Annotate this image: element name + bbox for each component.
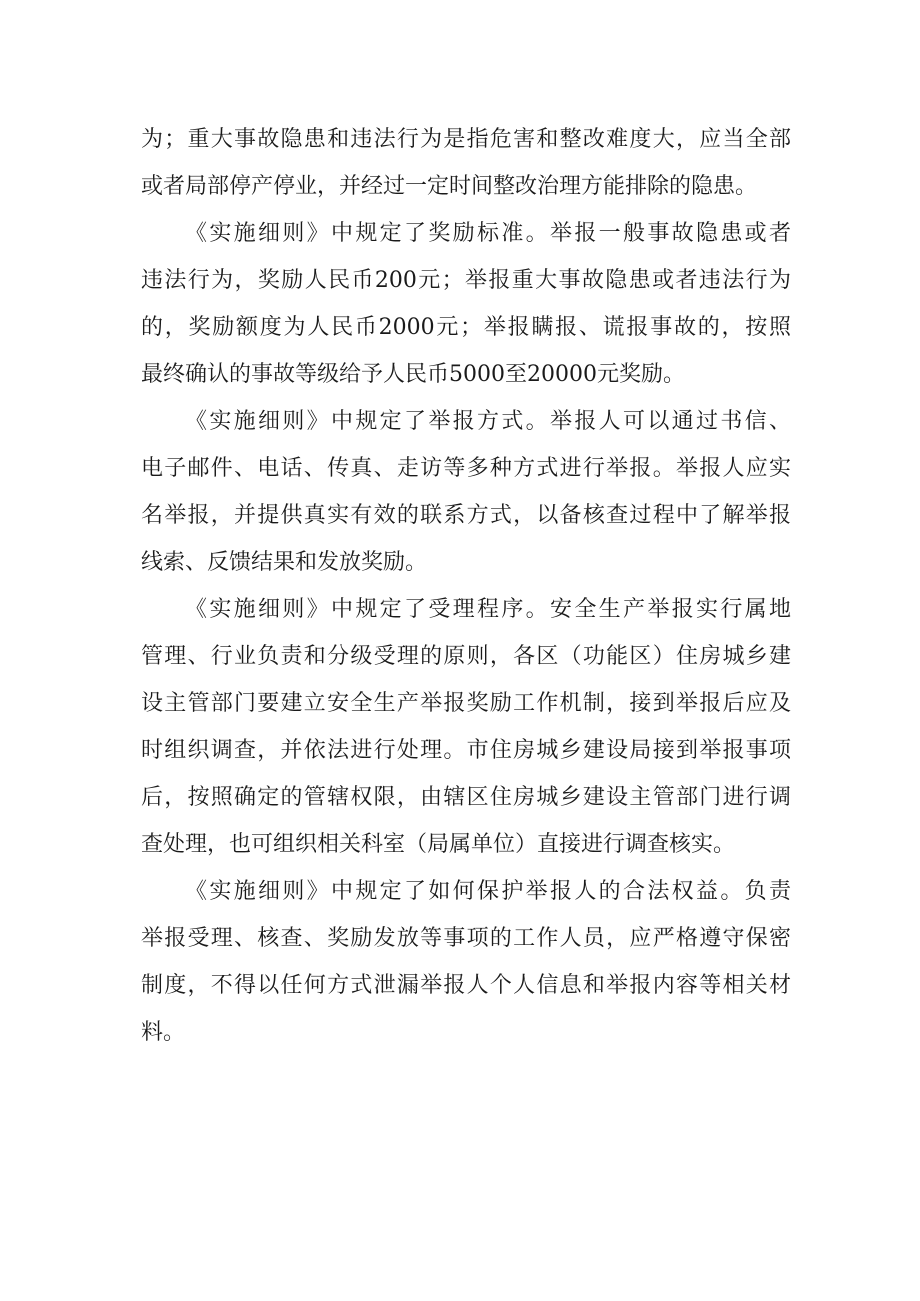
paragraph-first-line: 《实施细则》中规定了如何保护举报人的合法权益。负责: [185, 879, 791, 904]
text-line: 料。: [141, 1020, 186, 1045]
text-line: 设主管部门要建立安全生产举报奖励工作机制，接到举报后应及: [141, 691, 791, 716]
text-line: 的，奖励额度为人民币2000元；举报瞒报、谎报事故的，按照: [141, 315, 791, 340]
text-line: 举报受理、核查、奖励发放等事项的工作人员，应严格遵守保密: [141, 926, 791, 951]
text-line: 最终确认的事故等级给予人民币5000至20000元奖励。: [141, 362, 685, 387]
paragraph-first-line: 《实施细则》中规定了受理程序。安全生产举报实行属地: [185, 597, 791, 622]
text-line: 线索、反馈结果和发放奖励。: [141, 550, 428, 575]
text-line: 电子邮件、电话、传真、走访等多种方式进行举报。举报人应实: [141, 456, 791, 481]
text-line: 违法行为，奖励人民币200元；举报重大事故隐患或者违法行为: [141, 268, 791, 293]
text-line: 管理、行业负责和分级受理的原则，各区（功能区）住房城乡建: [141, 644, 791, 669]
text-line: 后，按照确定的管辖权限，由辖区住房城乡建设主管部门进行调: [141, 785, 791, 810]
paragraph-first-line: 《实施细则》中规定了奖励标准。举报一般事故隐患或者: [185, 221, 791, 246]
paragraph-first-line: 《实施细则》中规定了举报方式。举报人可以通过书信、: [185, 409, 791, 434]
text-line: 名举报，并提供真实有效的联系方式，以备核查过程中了解举报: [141, 503, 791, 528]
text-line: 时组织调查，并依法进行处理。市住房城乡建设局接到举报事项: [141, 738, 791, 763]
text-line: 制度，不得以任何方式泄漏举报人个人信息和举报内容等相关材: [141, 973, 791, 998]
text-line: 查处理，也可组织相关科室（局属单位）直接进行调查核实。: [141, 832, 736, 857]
text-line: 或者局部停产停业，并经过一定时间整改治理方能排除的隐患。: [141, 174, 758, 199]
document-body: [141, 116, 791, 1056]
text-line: 为；重大事故隐患和违法行为是指危害和整改难度大，应当全部: [141, 127, 791, 152]
